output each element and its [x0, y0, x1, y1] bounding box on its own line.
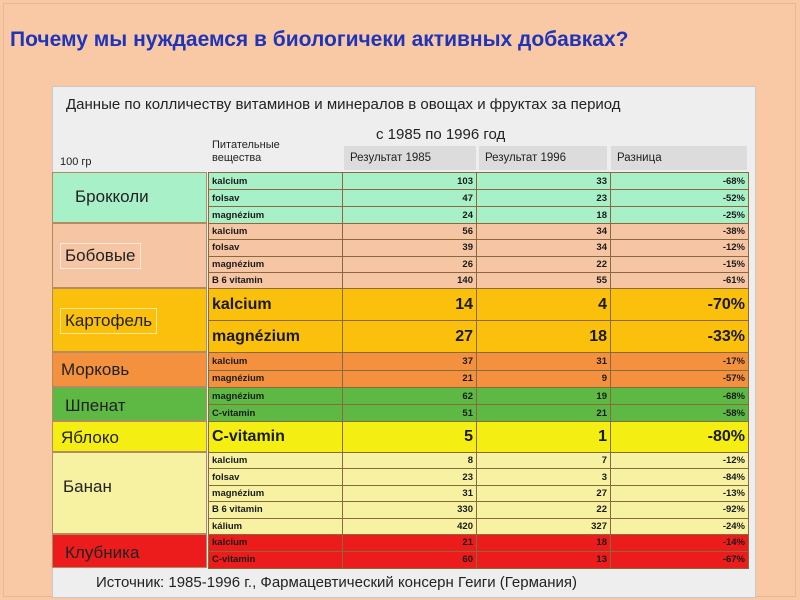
header-result-1985: Результат 1985 — [344, 146, 476, 170]
difference-cell: -12% — [611, 453, 749, 469]
value-1996-cell: 19 — [477, 388, 611, 405]
header-result-1996: Результат 1996 — [479, 146, 607, 170]
value-1985-cell: 420 — [343, 518, 477, 534]
table-row — [209, 207, 749, 224]
nutrient-cell: kalcium — [209, 353, 343, 371]
difference-cell: -24% — [611, 518, 749, 534]
difference-cell: -68% — [611, 173, 749, 190]
difference-cell: -61% — [611, 272, 749, 288]
value-1996-cell: 7 — [477, 453, 611, 469]
vegetable-block — [52, 534, 207, 568]
difference-cell: -25% — [611, 207, 749, 224]
nutrient-cell: magnézium — [209, 485, 343, 501]
difference-cell: -92% — [611, 502, 749, 518]
header-difference: Разница — [611, 146, 747, 170]
value-1985-cell: 26 — [343, 256, 477, 272]
nutrient-cell: kalcium — [209, 289, 343, 321]
value-1996-cell: 18 — [477, 534, 611, 551]
nutrient-cell: C-vitamin — [209, 405, 343, 422]
difference-cell: -84% — [611, 469, 749, 485]
vegetable-name: Картофель — [61, 309, 156, 333]
table-row — [209, 353, 749, 371]
difference-cell: -13% — [611, 485, 749, 501]
difference-cell: -15% — [611, 256, 749, 272]
difference-cell: -14% — [611, 534, 749, 551]
vegetable-block — [52, 452, 207, 534]
vegetable-block — [52, 288, 207, 352]
nutrient-cell: kalcium — [209, 224, 343, 240]
value-1996-cell: 1 — [477, 422, 611, 453]
table-row — [209, 485, 749, 501]
difference-cell: -57% — [611, 370, 749, 388]
table-row — [209, 518, 749, 534]
difference-cell: -80% — [611, 422, 749, 453]
value-1996-cell: 23 — [477, 190, 611, 207]
vegetable-name: Клубника — [65, 543, 140, 562]
vegetable-name: Яблоко — [61, 428, 119, 447]
vegetable-name: Банан — [63, 477, 112, 496]
nutrient-cell: magnézium — [209, 370, 343, 388]
vegetable-block — [52, 172, 207, 223]
value-1985-cell: 39 — [343, 240, 477, 256]
vegetable-block — [52, 387, 207, 421]
nutrient-cell: folsav — [209, 190, 343, 207]
value-1985-cell: 21 — [343, 370, 477, 388]
source-note: Источник: 1985-1996 г., Фармацевтический консерн Геиги (Германия) — [96, 574, 578, 591]
nutrient-cell: C-vitamin — [209, 422, 343, 453]
table-row — [209, 370, 749, 388]
vegetable-block — [52, 421, 207, 452]
value-1996-cell: 327 — [477, 518, 611, 534]
vegetable-name: Шпенат — [65, 396, 126, 415]
nutrient-cell: magnézium — [209, 388, 343, 405]
value-1985-cell: 37 — [343, 353, 477, 371]
vegetable-name: Морковь — [61, 360, 130, 379]
value-1985-cell: 8 — [343, 453, 477, 469]
value-1996-cell: 33 — [477, 173, 611, 190]
difference-cell: -12% — [611, 240, 749, 256]
value-1996-cell: 18 — [477, 321, 611, 353]
header-per-100g: 100 гр — [60, 156, 92, 168]
difference-cell: -17% — [611, 353, 749, 371]
difference-cell: -68% — [611, 388, 749, 405]
value-1985-cell: 27 — [343, 321, 477, 353]
value-1985-cell: 62 — [343, 388, 477, 405]
nutrient-cell: folsav — [209, 240, 343, 256]
value-1985-cell: 24 — [343, 207, 477, 224]
value-1996-cell: 31 — [477, 353, 611, 371]
value-1985-cell: 56 — [343, 224, 477, 240]
nutrient-cell: B 6 vitamin — [209, 272, 343, 288]
nutrient-cell: folsav — [209, 469, 343, 485]
value-1985-cell: 330 — [343, 502, 477, 518]
table-row — [209, 453, 749, 469]
nutrient-cell: kalcium — [209, 173, 343, 190]
table-row — [209, 240, 749, 256]
difference-cell: -58% — [611, 405, 749, 422]
table-row — [209, 272, 749, 288]
value-1996-cell: 9 — [477, 370, 611, 388]
nutrient-cell: magnézium — [209, 256, 343, 272]
value-1985-cell: 5 — [343, 422, 477, 453]
nutrient-cell: kálium — [209, 518, 343, 534]
difference-cell: -38% — [611, 224, 749, 240]
table-row — [209, 469, 749, 485]
difference-cell: -67% — [611, 551, 749, 568]
value-1985-cell: 23 — [343, 469, 477, 485]
value-1996-cell: 4 — [477, 289, 611, 321]
value-1985-cell: 47 — [343, 190, 477, 207]
table-row — [209, 534, 749, 551]
slide-title: Почему мы нуждаемся в биологичеки активных добавках? — [10, 28, 629, 51]
header-nutrient: Питательные вещества — [212, 139, 280, 164]
value-1985-cell: 31 — [343, 485, 477, 501]
difference-cell: -52% — [611, 190, 749, 207]
value-1996-cell: 22 — [477, 256, 611, 272]
table-row — [209, 224, 749, 240]
difference-cell: -33% — [611, 321, 749, 353]
value-1985-cell: 103 — [343, 173, 477, 190]
table-row — [209, 173, 749, 190]
nutrient-cell: magnézium — [209, 207, 343, 224]
nutrient-cell: magnézium — [209, 321, 343, 353]
vegetable-block — [52, 223, 207, 288]
vegetable-name: Бобовые — [61, 244, 140, 268]
table-row — [209, 422, 749, 453]
difference-cell: -70% — [611, 289, 749, 321]
value-1985-cell: 140 — [343, 272, 477, 288]
value-1985-cell: 14 — [343, 289, 477, 321]
value-1996-cell: 34 — [477, 224, 611, 240]
value-1996-cell: 13 — [477, 551, 611, 568]
value-1996-cell: 3 — [477, 469, 611, 485]
table-row — [209, 289, 749, 321]
value-1985-cell: 21 — [343, 534, 477, 551]
table-row — [209, 190, 749, 207]
table-row — [209, 321, 749, 353]
nutrient-cell: kalcium — [209, 534, 343, 551]
table-row — [209, 551, 749, 568]
value-1985-cell: 51 — [343, 405, 477, 422]
value-1985-cell: 60 — [343, 551, 477, 568]
value-1996-cell: 55 — [477, 272, 611, 288]
table-subtitle-line2: с 1985 по 1996 год — [376, 126, 506, 143]
value-1996-cell: 34 — [477, 240, 611, 256]
nutrient-cell: B 6 vitamin — [209, 502, 343, 518]
value-1996-cell: 18 — [477, 207, 611, 224]
table-row — [209, 405, 749, 422]
nutrient-cell: C-vitamin — [209, 551, 343, 568]
table-subtitle-line1: Данные по колличеству витаминов и минералов в овощах и фруктах за период — [66, 96, 621, 113]
table-row — [209, 256, 749, 272]
value-1996-cell: 21 — [477, 405, 611, 422]
value-1996-cell: 27 — [477, 485, 611, 501]
table-row — [209, 502, 749, 518]
nutrient-table — [208, 172, 749, 569]
table-row — [209, 388, 749, 405]
nutrient-cell: kalcium — [209, 453, 343, 469]
vegetable-name: Брокколи — [75, 187, 149, 206]
vegetable-block — [52, 352, 207, 387]
value-1996-cell: 22 — [477, 502, 611, 518]
